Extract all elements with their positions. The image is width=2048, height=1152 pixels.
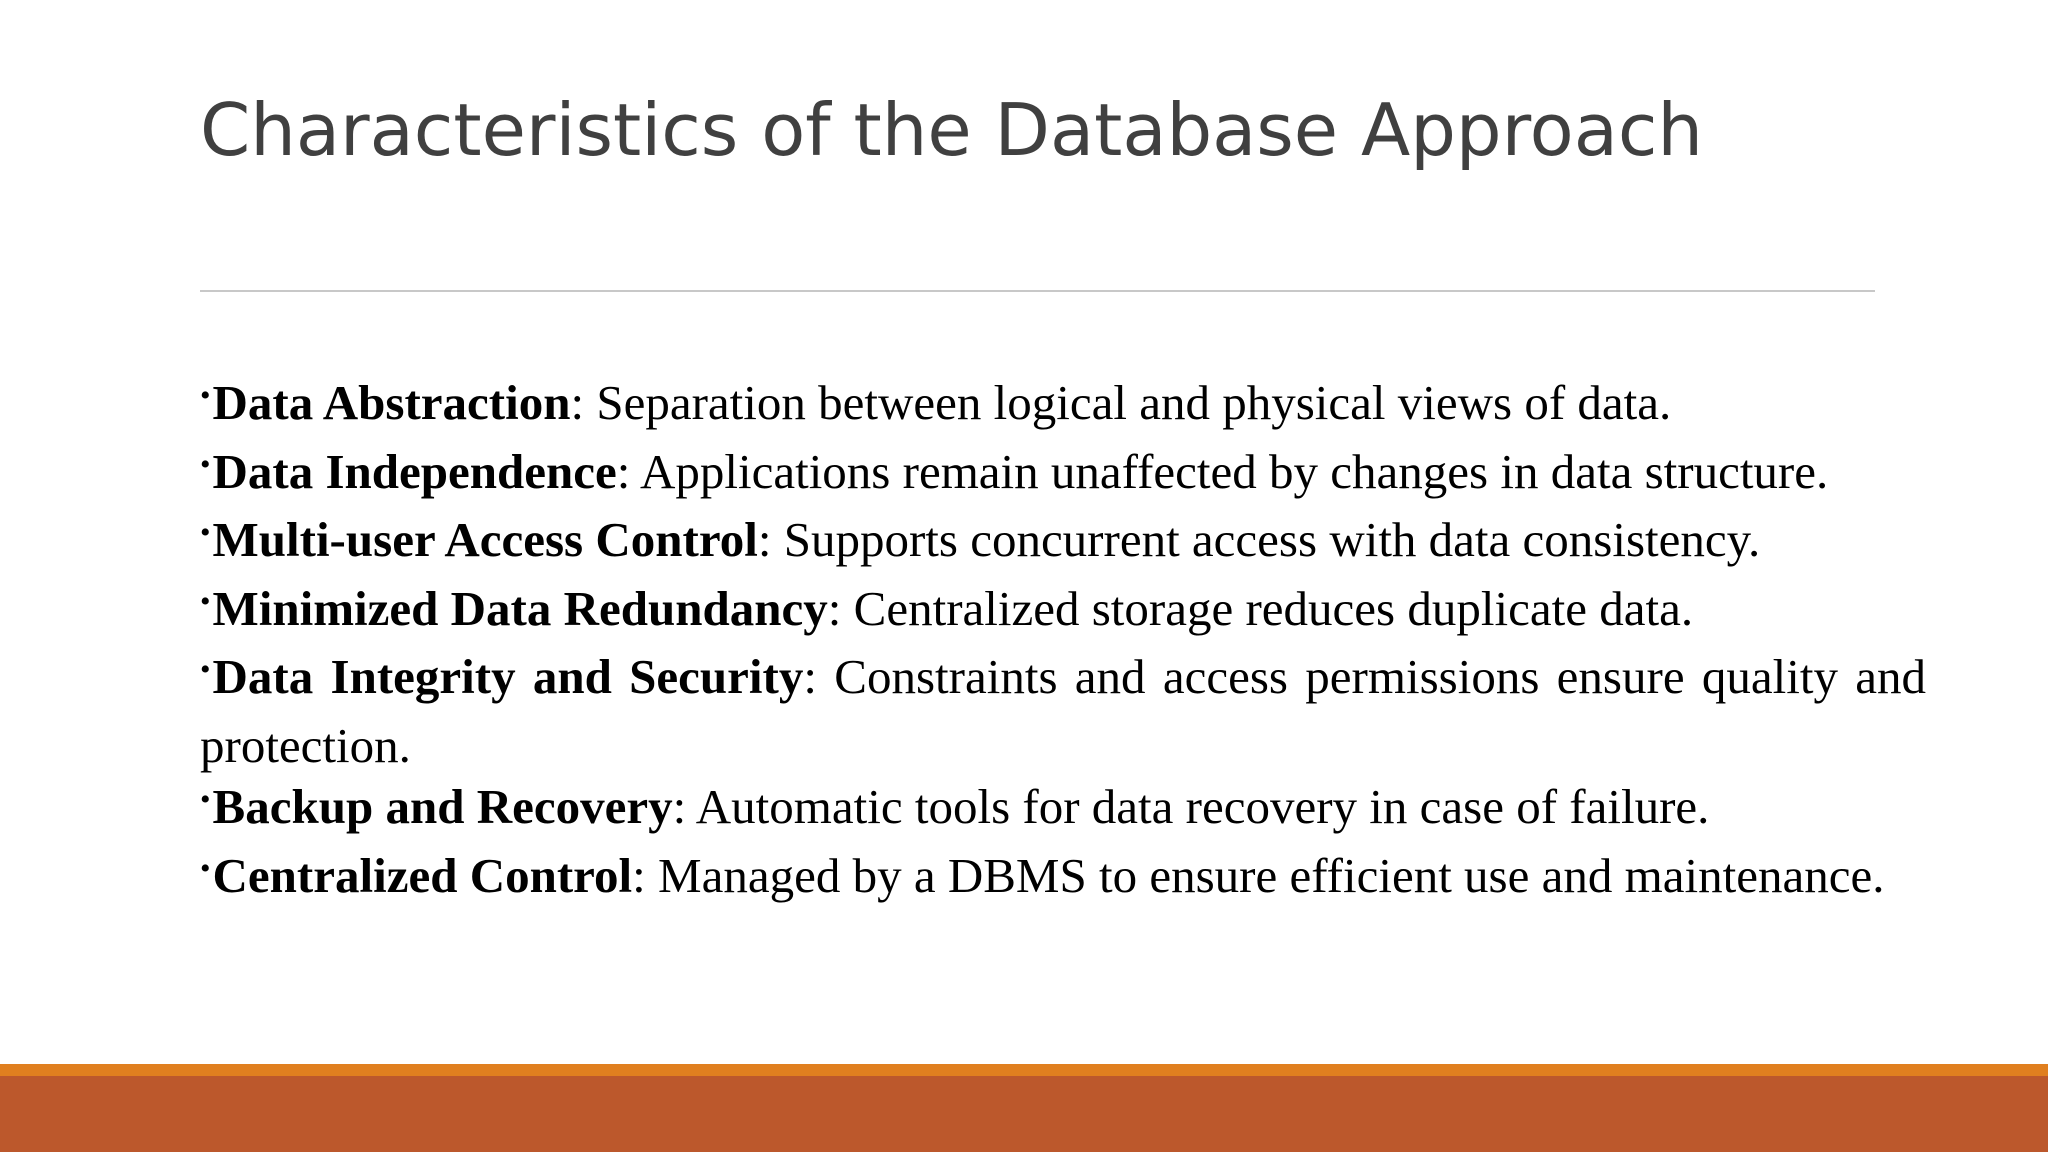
bullet-term: Data Integrity and Security xyxy=(212,649,804,704)
bullet-description: Separation between logical and physical views of data. xyxy=(584,375,1672,430)
bullet-item xyxy=(200,646,1926,776)
bullet-item xyxy=(200,372,1926,441)
bullet-description: Automatic tools for data recovery in case of failure. xyxy=(686,779,1710,834)
bullet-separator: : xyxy=(632,847,646,903)
bullet-dot-icon: • xyxy=(200,516,211,549)
bullet-term: Multi-user Access Control xyxy=(212,512,758,567)
bullet-separator: : xyxy=(827,580,842,636)
bullet-dot-icon: • xyxy=(200,653,211,686)
bullet-dot-icon: • xyxy=(200,447,211,481)
bullet-description: Applications remain unaffected by changes in data structure. xyxy=(630,443,1829,499)
bullet-description: Supports concurrent access with data consistency. xyxy=(771,512,1761,567)
bullet-term: Backup and Recovery xyxy=(212,779,673,834)
bullet-description: Managed by a DBMS to ensure efficient use and maintenance. xyxy=(645,847,1885,903)
bullet-dot-icon: • xyxy=(200,783,211,816)
bullet-separator: : xyxy=(803,649,817,704)
footer-accent-stripe xyxy=(0,1064,2048,1076)
bullet-dot-icon: • xyxy=(200,379,211,412)
slide-title: Characteristics of the Database Approach xyxy=(200,88,1704,172)
bullet-description: Constraints and access permissions ensure quality and protection. xyxy=(200,649,1926,773)
bullet-term: Minimized Data Redundancy xyxy=(212,580,828,636)
bullet-item xyxy=(200,776,1926,845)
bullet-description: Centralized storage reduces duplicate data. xyxy=(841,580,1694,636)
bullet-term: Data Independence xyxy=(212,443,617,499)
bullet-separator: : xyxy=(757,512,772,567)
bullet-item xyxy=(200,441,1926,510)
bullet-item xyxy=(200,578,1926,647)
bullet-term: Centralized Control xyxy=(212,847,633,903)
footer-band xyxy=(0,1076,2048,1152)
bullet-dot-icon: • xyxy=(200,851,211,885)
bullet-item xyxy=(200,509,1926,578)
title-divider xyxy=(200,290,1875,292)
bullet-item xyxy=(200,845,1926,914)
bullet-list xyxy=(200,372,1926,913)
bullet-dot-icon: • xyxy=(200,584,211,618)
bullet-separator: : xyxy=(616,443,631,499)
bullet-separator: : xyxy=(672,779,687,834)
bullet-separator: : xyxy=(570,375,585,430)
bullet-term: Data Abstraction xyxy=(212,375,571,430)
